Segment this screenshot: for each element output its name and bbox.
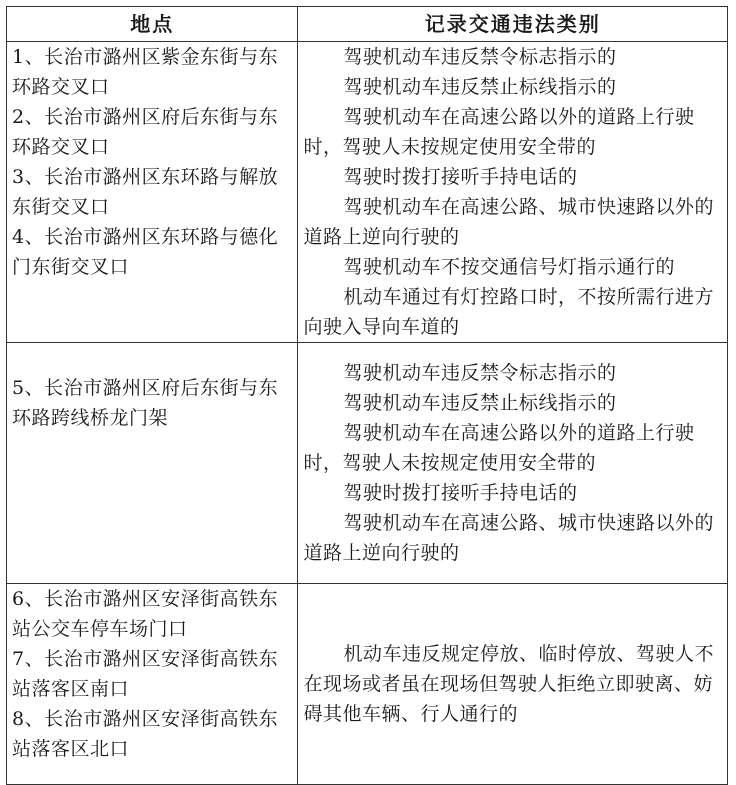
violation-cell <box>298 42 728 343</box>
location-item: 7、长治市潞州区安泽街高铁东站落客区南口 <box>12 648 279 700</box>
violation-item: 驾驶机动车违反禁令标志指示的 <box>343 46 617 68</box>
violation-cell <box>298 584 728 785</box>
location-cell <box>7 343 298 584</box>
table-row <box>7 343 728 584</box>
violation-item: 驾驶时拨打接听手持电话的 <box>343 482 578 504</box>
violation-location-table <box>6 6 728 785</box>
table-row <box>7 584 728 785</box>
header-violation: 记录交通违法类别 <box>298 7 728 42</box>
violation-item: 驾驶机动车不按交通信号灯指示通行的 <box>343 256 675 278</box>
violation-item: 驾驶机动车违反禁令标志指示的 <box>343 362 617 384</box>
violation-item: 驾驶时拨打接听手持电话的 <box>343 166 578 188</box>
table-row <box>7 42 728 343</box>
location-cell <box>7 42 298 343</box>
location-item: 2、长治市潞州区府后东街与东环路交叉口 <box>12 106 279 158</box>
location-item: 6、长治市潞州区安泽街高铁东站公交车停车场门口 <box>12 588 279 640</box>
violation-item: 机动车通过有灯控路口时，不按所需行进方向驶入导向车道的 <box>303 286 714 338</box>
violation-item: 机动车违反规定停放、临时停放、驾驶人不在现场或者虽在现场但驾驶人拒绝立即驶离、妨碍其他车辆、行人通行的 <box>303 643 714 725</box>
location-item: 8、长治市潞州区安泽街高铁东站落客区北口 <box>12 708 279 760</box>
location-item: 4、长治市潞州区东环路与德化门东街交叉口 <box>12 226 279 278</box>
location-item: 1、长治市潞州区紫金东街与东环路交叉口 <box>12 46 279 98</box>
violation-item: 驾驶机动车违反禁止标线指示的 <box>343 76 617 98</box>
header-location: 地点 <box>7 7 298 42</box>
location-item: 5、长治市潞州区府后东街与东环路跨线桥龙门架 <box>12 377 279 429</box>
violation-item: 驾驶机动车违反禁止标线指示的 <box>343 392 617 414</box>
location-cell <box>7 584 298 785</box>
violation-item: 驾驶机动车在高速公路以外的道路上行驶时，驾驶人未按规定使用安全带的 <box>303 422 695 474</box>
violation-item: 驾驶机动车在高速公路、城市快速路以外的道路上逆向行驶的 <box>303 196 714 248</box>
location-item: 3、长治市潞州区东环路与解放东街交叉口 <box>12 166 279 218</box>
violation-item: 驾驶机动车在高速公路以外的道路上行驶时，驾驶人未按规定使用安全带的 <box>303 106 695 158</box>
violation-cell <box>298 343 728 584</box>
header-row <box>7 7 728 42</box>
violation-item: 驾驶机动车在高速公路、城市快速路以外的道路上逆向行驶的 <box>303 512 714 564</box>
